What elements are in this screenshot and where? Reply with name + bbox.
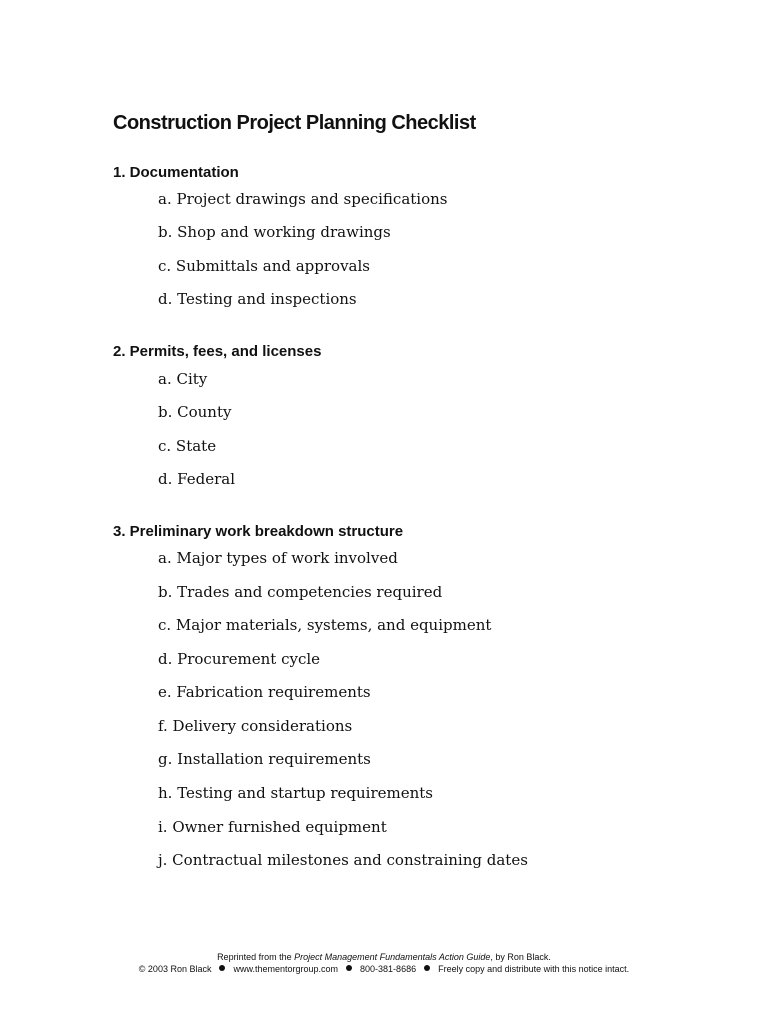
section-heading-permits: 2. Permits, fees, and licenses <box>113 343 322 360</box>
checklist-item: j. Contractual milestones and constraining dates <box>158 851 528 869</box>
footer-notice: Freely copy and distribute with this notice intact. <box>438 964 630 974</box>
checklist-item: g. Installation requirements <box>158 750 371 768</box>
checklist-item: a. Project drawings and specifications <box>158 190 448 208</box>
bullet-icon <box>346 965 352 971</box>
checklist-item: d. Testing and inspections <box>158 290 357 308</box>
bullet-icon <box>424 965 430 971</box>
checklist-item: a. Major types of work involved <box>158 549 398 567</box>
section-heading-documentation: 1. Documentation <box>113 164 239 181</box>
footer-phone: 800-381-8686 <box>360 964 417 974</box>
section-heading-work-breakdown: 3. Preliminary work breakdown structure <box>113 523 404 540</box>
checklist-item: f. Delivery considerations <box>158 717 353 735</box>
checklist-item: c. State <box>158 437 217 455</box>
footer-reprint-prefix: Reprinted from the <box>217 952 295 962</box>
checklist-item: e. Fabrication requirements <box>158 683 371 701</box>
bullet-icon <box>219 965 225 971</box>
checklist-item: i. Owner furnished equipment <box>158 818 387 836</box>
checklist-item: b. Shop and working drawings <box>158 223 391 241</box>
footer-copyright: © 2003 Ron Black <box>138 964 212 974</box>
footer-book-title: Project Management Fundamentals Action Guide <box>294 952 491 962</box>
checklist-item: d. Federal <box>158 470 235 488</box>
checklist-item: b. Trades and competencies required <box>158 583 443 601</box>
footer-reprint-suffix: , by Ron Black. <box>490 952 551 962</box>
document-title: Construction Project Planning Checklist <box>113 112 476 134</box>
checklist-item: h. Testing and startup requirements <box>158 784 433 802</box>
footer-reprint-line <box>0 952 768 962</box>
checklist-item: d. Procurement cycle <box>158 650 321 668</box>
footer-website: www.thementorgroup.com <box>233 964 339 974</box>
footer-contact-line <box>0 964 768 974</box>
checklist-item: c. Major materials, systems, and equipment <box>158 616 492 634</box>
checklist-item: c. Submittals and approvals <box>158 257 370 275</box>
checklist-item: b. County <box>158 403 232 421</box>
checklist-item: a. City <box>158 370 208 388</box>
